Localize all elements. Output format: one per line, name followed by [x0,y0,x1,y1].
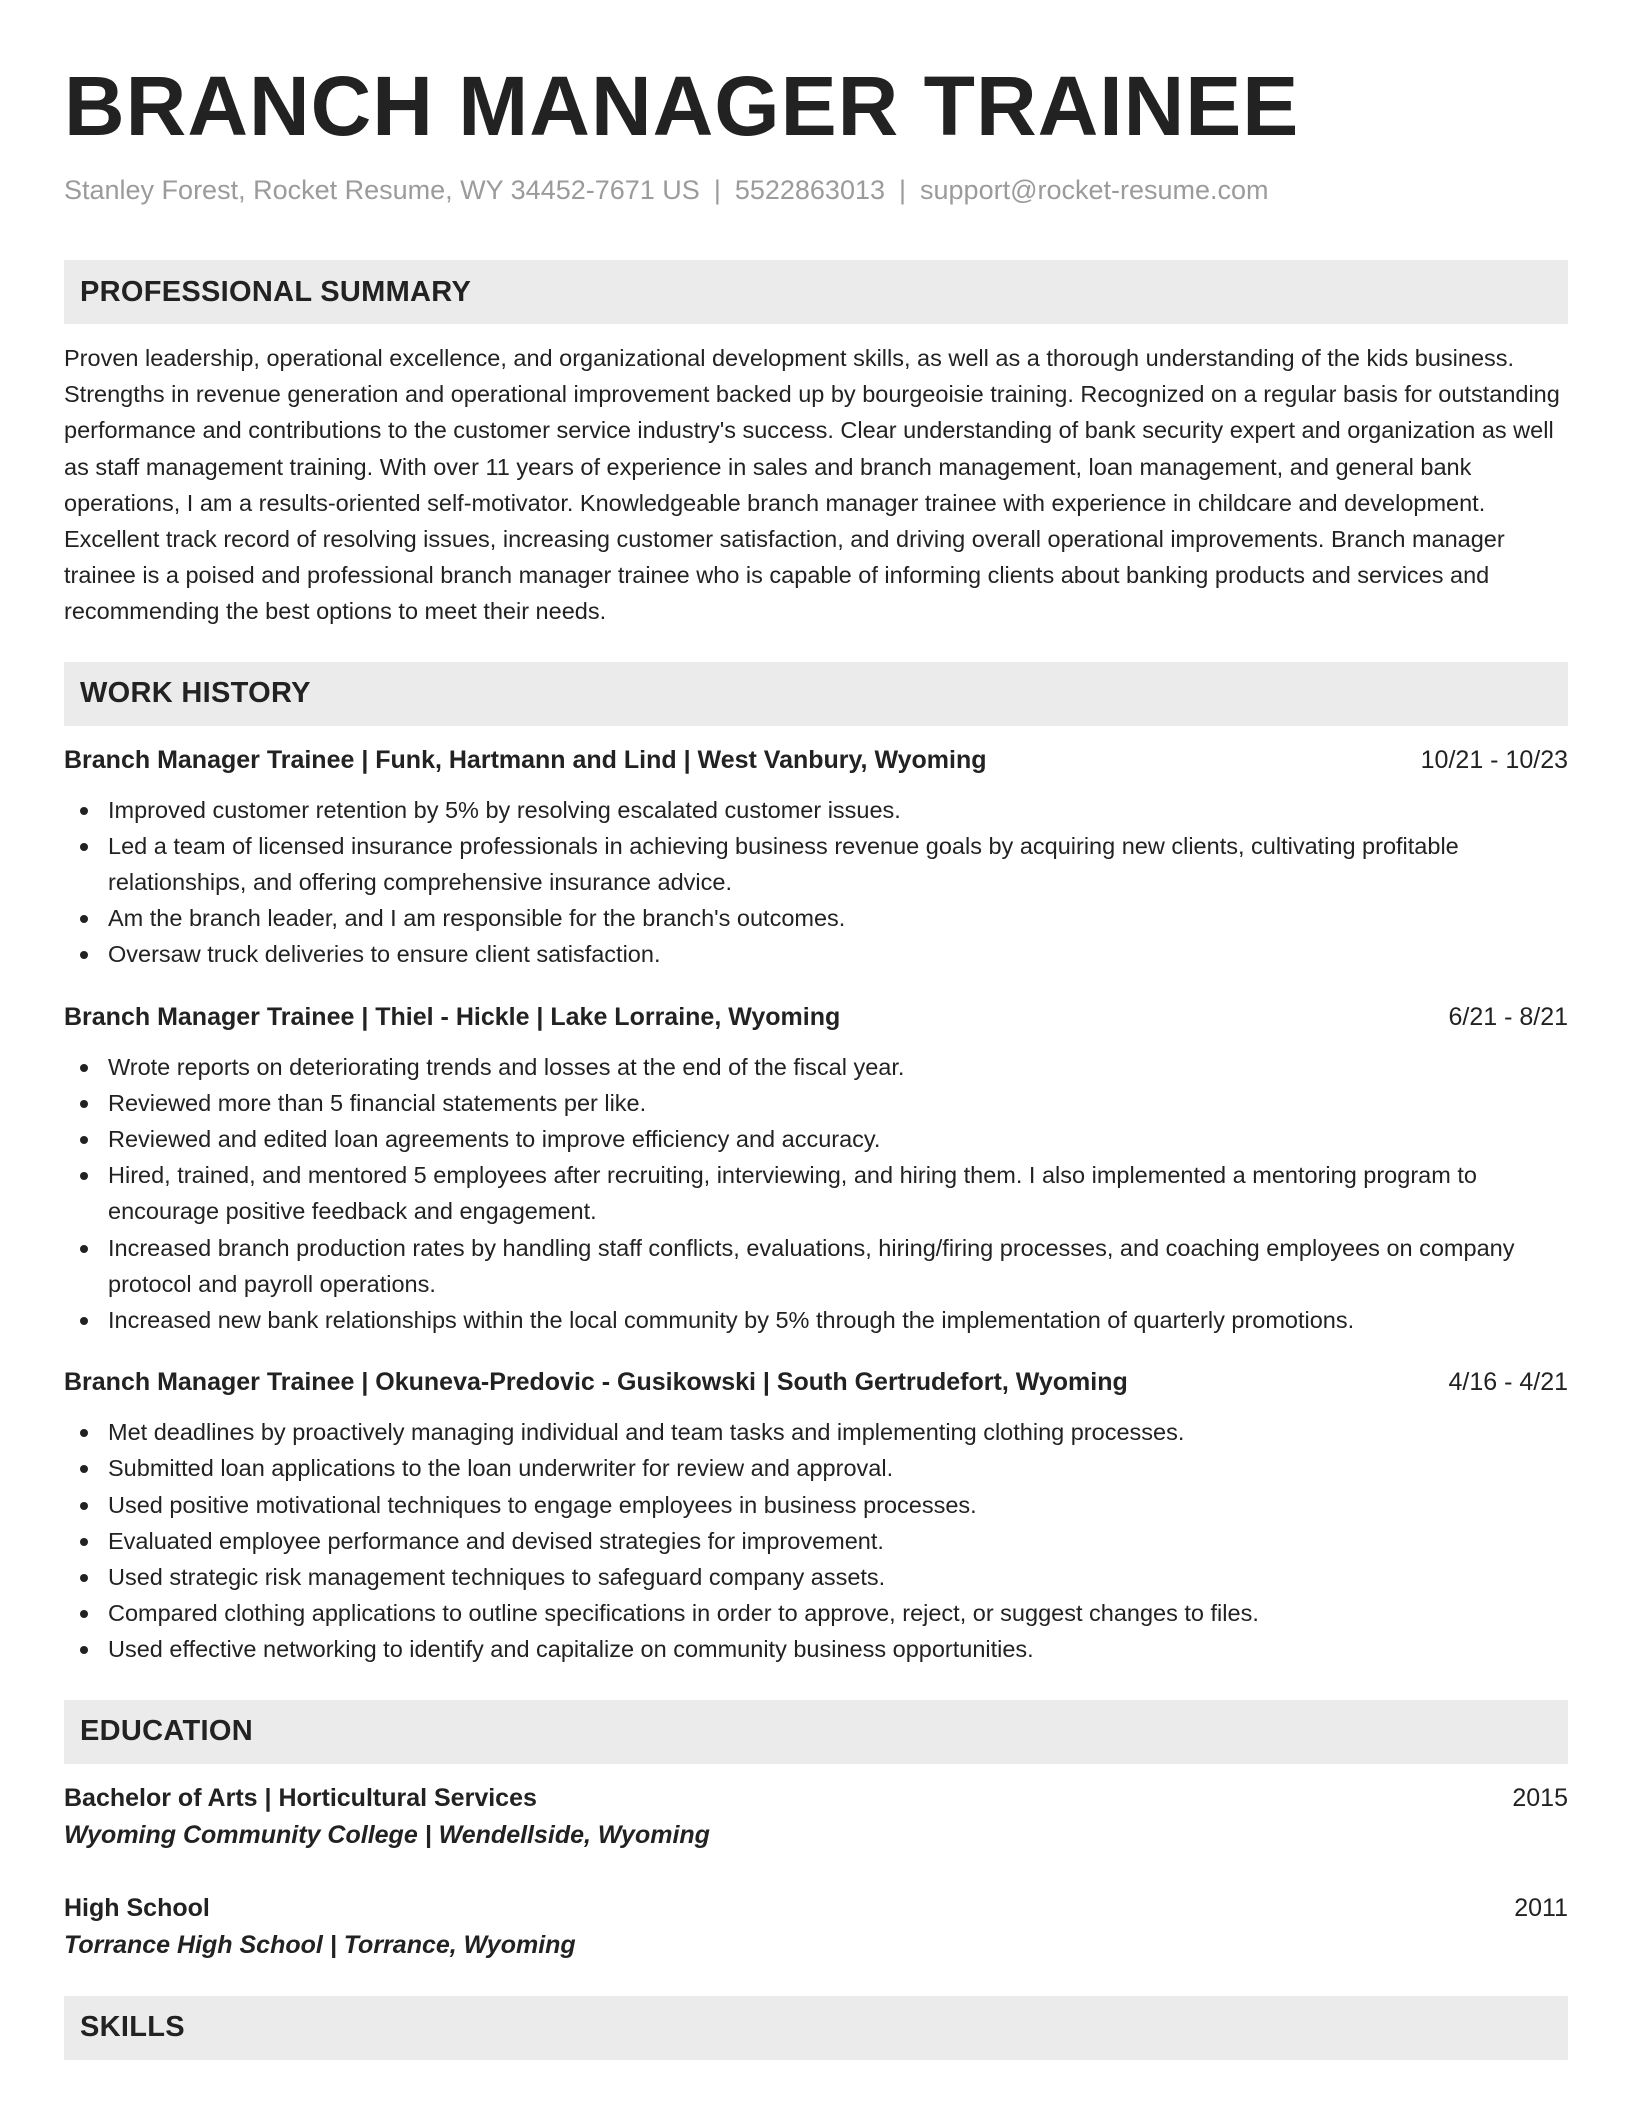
job-bullet: Oversaw truck deliveries to ensure client satisfaction. [64,936,1568,972]
job-bullets [64,792,1568,973]
job-bullets [64,1414,1568,1667]
job-bullet: Used effective networking to identify and capitalize on community business opportunities. [64,1631,1568,1667]
contact-separator: | [713,175,721,205]
job-bullet: Met deadlines by proactively managing individual and team tasks and implementing clothing processes. [64,1414,1568,1450]
education-degree: High School [64,1893,210,1922]
job-dates: 10/21 - 10/23 [1420,745,1568,774]
job-bullet: Used positive motivational techniques to engage employees in business processes. [64,1487,1568,1523]
job-title: Branch Manager Trainee | Funk, Hartmann and Lind | West Vanbury, Wyoming [64,745,987,774]
job-bullet: Hired, trained, and mentored 5 employees after recruiting, interviewing, and hiring them. I also implemented a mentoring program to encourage positive feedback and engagement. [64,1157,1568,1229]
job-bullet: Am the branch leader, and I am responsible for the branch's outcomes. [64,900,1568,936]
job-bullet: Used strategic risk management techniques to safeguard company assets. [64,1559,1568,1595]
section-header-education: EDUCATION [64,1700,1568,1764]
job-entry [64,742,1568,973]
contact-line [64,172,1568,208]
education-degree: Bachelor of Arts | Horticultural Services [64,1783,537,1812]
section-header-work-history: WORK HISTORY [64,662,1568,726]
job-bullets [64,1049,1568,1339]
job-bullet: Wrote reports on deteriorating trends and losses at the end of the fiscal year. [64,1049,1568,1085]
job-dates: 6/21 - 8/21 [1448,1002,1568,1031]
contact-address: Stanley Forest, Rocket Resume, WY 34452-7671 US [64,175,700,205]
job-title: Branch Manager Trainee | Thiel - Hickle | Lake Lorraine, Wyoming [64,1002,841,1031]
job-bullet: Evaluated employee performance and devised strategies for improvement. [64,1523,1568,1559]
job-entry [64,999,1568,1339]
job-bullet: Reviewed and edited loan agreements to improve efficiency and accuracy. [64,1121,1568,1157]
job-title: Branch Manager Trainee | Okuneva-Predovic - Gusikowski | South Gertrudefort, Wyoming [64,1368,1128,1397]
education-header [64,1890,1568,1926]
job-bullet: Compared clothing applications to outline specifications in order to approve, reject, or suggest changes to files. [64,1595,1568,1631]
education-year: 2011 [1514,1893,1568,1922]
job-entry [64,1364,1568,1667]
contact-email: support@rocket-resume.com [920,175,1269,205]
job-header [64,1364,1568,1400]
job-header [64,742,1568,778]
job-dates: 4/16 - 4/21 [1448,1368,1568,1397]
resume-title: BRANCH MANAGER TRAINEE [64,59,1300,153]
contact-separator: | [899,175,907,205]
job-bullet: Increased branch production rates by handling staff conflicts, evaluations, hiring/firing processes, and coaching employees on company protocol and payroll operations. [64,1230,1568,1302]
job-bullet: Reviewed more than 5 financial statements per like. [64,1085,1568,1121]
summary-text: Proven leadership, operational excellence, and organizational development skills, as well as a thorough understanding of the kids business. Strengths in revenue generation and operational improvement backed up by bourgeoisie training. Recognized on a regular basis for outstanding performance and contributions to the customer service industry's success. Clear understanding of bank security expert and organization as well as staff management training. With over 11 years of experience in sales and branch management, loan management, and general bank operations, I am a results-oriented self-motivator. Knowledgeable branch manager trainee with experience in childcare and development. Excellent track record of resolving issues, increasing customer satisfaction, and driving overall operational improvements. Branch manager trainee is a poised and professional branch manager trainee who is capable of informing clients about banking products and services and recommending the best options to meet their needs. [64,345,1560,625]
job-bullet: Increased new bank relationships within the local community by 5% through the implementation of quarterly promotions. [64,1302,1568,1338]
job-bullet: Led a team of licensed insurance professionals in achieving business revenue goals by acquiring new clients, cultivating profitable relationships, and offering comprehensive insurance advice. [64,828,1568,900]
section-header-skills: SKILLS [64,1996,1568,2060]
education-school: Torrance High School | Torrance, Wyoming [64,1930,576,1959]
education-year: 2015 [1512,1783,1568,1812]
education-header [64,1780,1568,1816]
education-school: Wyoming Community College | Wendellside, Wyoming [64,1820,710,1849]
job-bullet: Improved customer retention by 5% by resolving escalated customer issues. [64,792,1568,828]
section-header-summary: PROFESSIONAL SUMMARY [64,260,1568,324]
contact-phone: 5522863013 [734,175,885,205]
education-entry [64,1780,1568,1854]
job-bullet: Submitted loan applications to the loan underwriter for review and approval. [64,1450,1568,1486]
job-header [64,999,1568,1035]
education-entry [64,1890,1568,1964]
